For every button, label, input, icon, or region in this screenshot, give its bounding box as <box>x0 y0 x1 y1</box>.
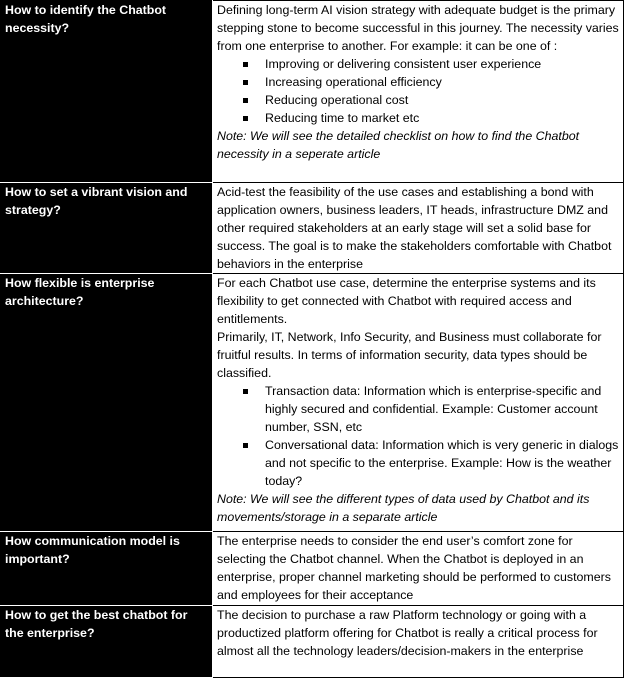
bullet-item: Improving or delivering consistent user experience <box>265 55 620 73</box>
table-row <box>1 274 624 532</box>
note-text: Note: We will see the different types of data used by Chatbot and its movements/storage in a separate article <box>217 492 590 524</box>
bullet-list <box>217 55 620 127</box>
answer-cell <box>213 183 624 274</box>
question-cell: How communication model is important? <box>1 532 213 606</box>
table-row <box>1 532 624 606</box>
answer-paragraph: Acid-test the feasibility of the use cases and establishing a bond with application owners, business leaders, IT heads, infrastructure DMZ and other required stakeholders at an early stage will set a solid base for success. The goal is to make the stakeholders comfortable with Chatbot behaviors in the enterprise <box>217 185 612 271</box>
bullet-item: Reducing time to market etc <box>265 109 620 127</box>
answer-cell <box>213 532 624 606</box>
table-row <box>1 183 624 274</box>
bullet-item: Transaction data: Information which is enterprise-specific and highly secured and confidential. Example: Customer account number, SSN, etc <box>265 382 620 436</box>
answer-paragraph: The enterprise needs to consider the end user’s comfort zone for selecting the Chatbot channel. When the Chatbot is deployed in an enterprise, proper channel marketing should be performed to customers and employees for their acceptance <box>217 534 611 602</box>
question-cell: How flexible is enterprise architecture? <box>1 274 213 532</box>
answer-paragraph: Defining long-term AI vision strategy with adequate budget is the primary stepping stone to become successful in this journey. The necessity varies from one enterprise to another. For example: it can be one of : <box>217 3 619 53</box>
answer-paragraph: The decision to purchase a raw Platform technology or going with a productized platform offering for Chatbot is really a critical process for almost all the technology leaders/decision-makers in the enterprise <box>217 608 598 658</box>
answer-cell <box>213 1 624 183</box>
answer-paragraph: For each Chatbot use case, determine the enterprise systems and its flexibility to get connected with Chatbot with required access and entitlements. <box>217 276 596 326</box>
question-cell: How to identify the Chatbot necessity? <box>1 1 213 183</box>
question-cell: How to set a vibrant vision and strategy? <box>1 183 213 274</box>
bullet-item: Increasing operational efficiency <box>265 73 620 91</box>
answer-paragraph: Primarily, IT, Network, Info Security, and Business must collaborate for fruitful results. In terms of information security, data types should be classified. <box>217 330 602 380</box>
bullet-item: Reducing operational cost <box>265 91 620 109</box>
answer-cell <box>213 274 624 532</box>
bullet-item: Conversational data: Information which is very generic in dialogs and not specific to the enterprise. Example: How is the weather today? <box>265 438 619 488</box>
note-text: Note: We will see the detailed checklist on how to find the Chatbot necessity in a seperate article <box>217 129 580 161</box>
bullet-list <box>217 382 620 490</box>
question-cell: How to get the best chatbot for the enterprise? <box>1 606 213 678</box>
table-row <box>1 1 624 183</box>
